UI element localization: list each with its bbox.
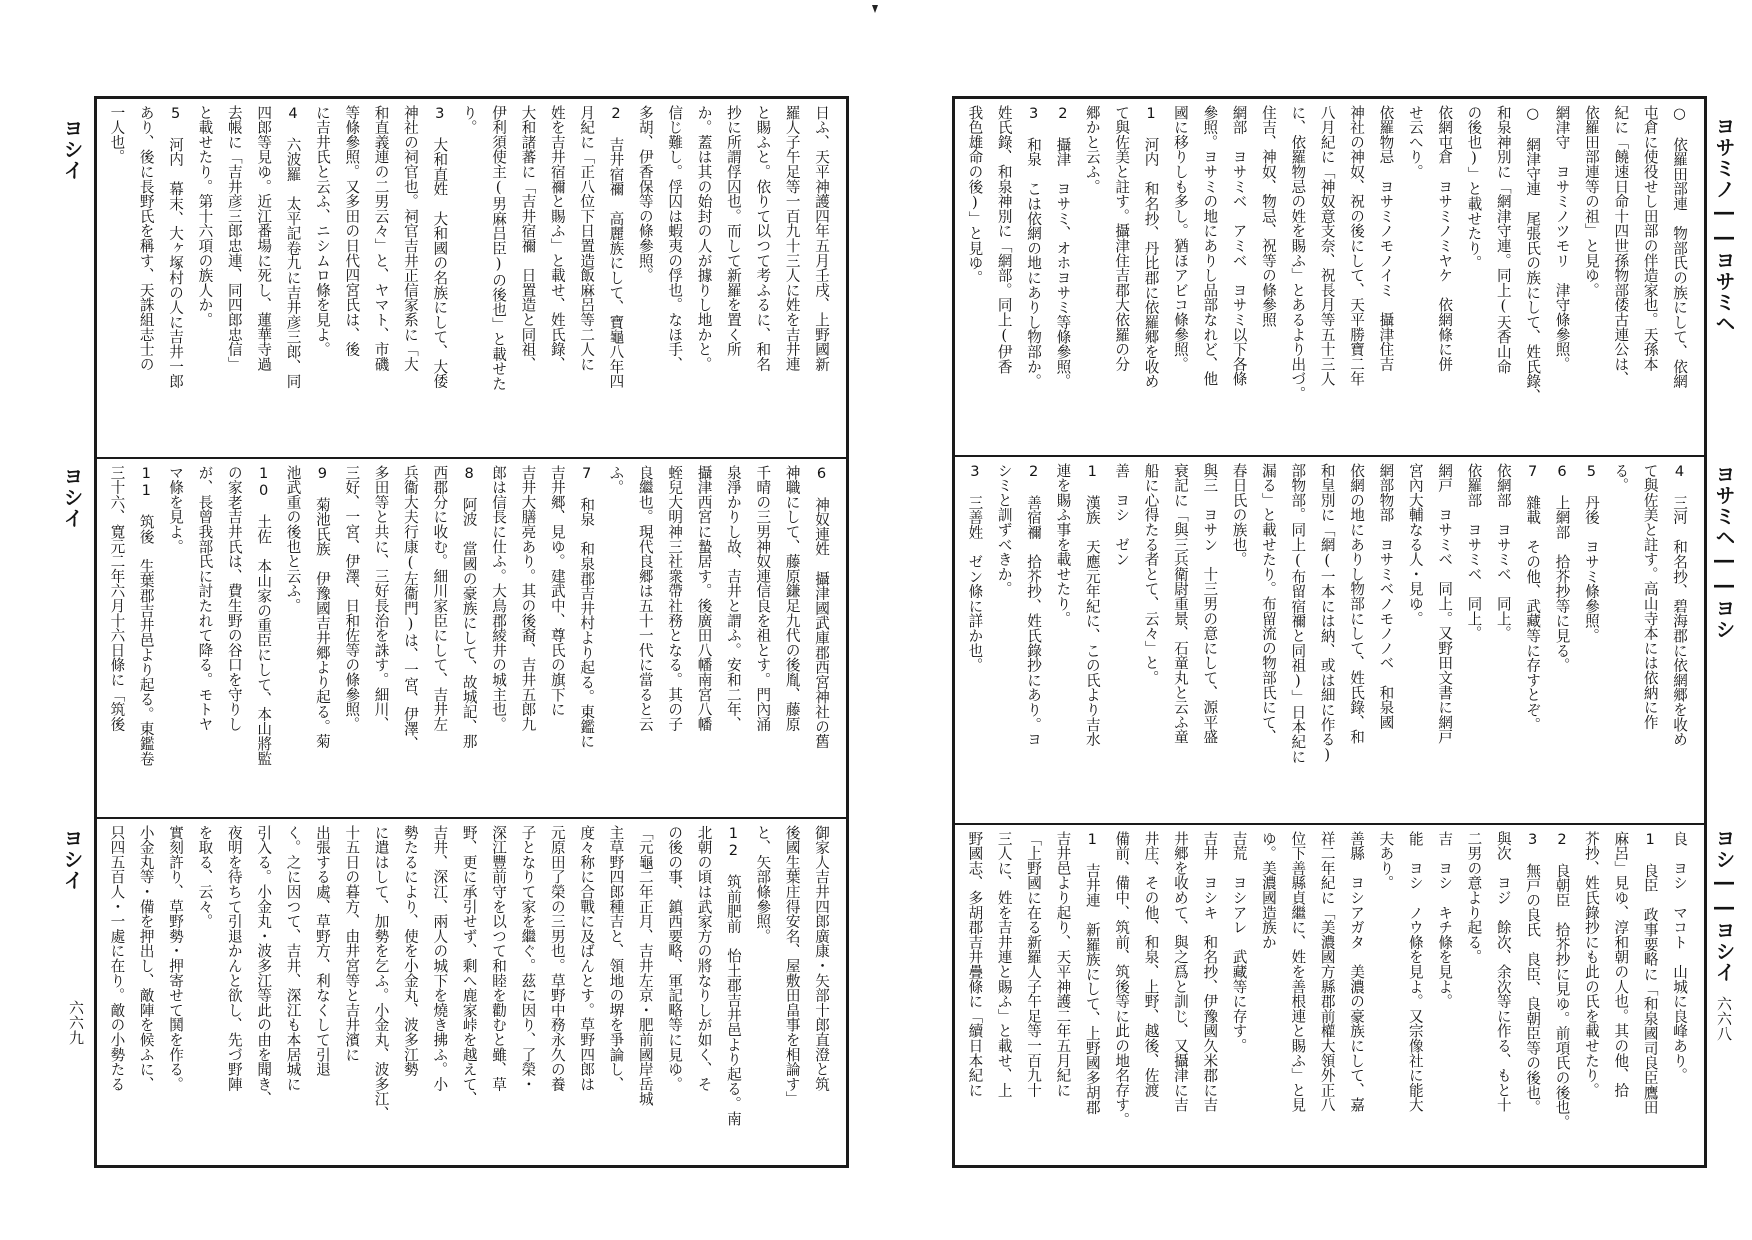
text-column: 引入る。小金丸・波多江等此の由を聞き、 — [255, 825, 273, 1107]
text-column: 網戸 ヨサミベ 同上。又野田文書に網戸 — [1436, 463, 1454, 745]
text-column: 主草野四郎種吉と、領地の堺を爭論し、 — [607, 825, 625, 1092]
right-tier-2 — [955, 455, 1704, 825]
right-running-head-3: ヨシ――ヨシイ — [1712, 828, 1736, 983]
text-column: 5 丹後 ヨサミ條參照。 — [1582, 463, 1600, 643]
text-column: 4 三河 和名抄、碧海郡に依網郷を收め — [1671, 463, 1688, 747]
text-column: 6 神奴連姓 攝津國武庫郡西宮神社の舊 — [813, 465, 830, 749]
text-column: 野國志、多胡郡吉井疊條に「續日本紀に — [966, 831, 984, 1098]
text-column: 4 六波羅 太平記卷九に吉井彦三郎、同 — [284, 105, 302, 389]
text-column: 神社の神奴、祝の後にして、天平勝寶二年 — [1348, 105, 1366, 387]
text-column: 麻呂」見ゆ、淳和朝の人也。其の他、拾 — [1612, 831, 1630, 1098]
text-column: 部物部。同上(布留宿禰と同祖)」日本紀に — [1289, 463, 1307, 764]
text-column: 依網部 ヨサミベ 同上。 — [1494, 463, 1512, 641]
text-column: 蛭兒大明神三社衆帶社務となる。其の子 — [666, 465, 684, 732]
text-column: 5 河内 幕末、大ヶ塚村の人に吉井一郎 — [167, 105, 185, 389]
text-column: 夫あり。 — [1377, 831, 1395, 891]
text-column: 依網の地にありし物部にして、姓氏錄、和 — [1348, 463, 1366, 745]
text-column: 良繼也。現代良郷は五十一代に當ると云 — [636, 465, 654, 732]
left-tier-3 — [97, 817, 846, 1167]
text-column: 屯倉に使役せし田部の伴造家也。天孫本 — [1641, 105, 1659, 372]
text-column: 紀に「饒速日命十四世孫物部倭古連公は、 — [1612, 105, 1630, 387]
text-column: 國に移りしも多し。猶ほアビコ條參照。 — [1171, 105, 1189, 372]
text-column: 與次 ヨジ 餘次、余次等に作る、もと十 — [1494, 831, 1512, 1113]
text-column: 「上野國に在る新羅人子午足等一百九十 — [1025, 831, 1043, 1098]
text-column: 攝津西宮に蟄居す。後廣田八幡南宮八幡 — [695, 465, 713, 732]
text-column: 夜明を待ちて引退かんと欲し、先づ野陣 — [225, 825, 243, 1092]
text-column: と賜ふと。依りて以つて考ふるに、和名 — [754, 105, 772, 372]
text-column: の後也)」と載せたり。 — [1465, 105, 1483, 271]
left-tier-1-columns — [107, 105, 836, 451]
text-column: に吉井氏と云ふ、ニシムロ條を見よ。 — [313, 105, 331, 357]
text-column: り。 — [460, 105, 478, 135]
text-column: 三人に、姓を吉井連と賜ふ」と載せ、上 — [995, 831, 1013, 1098]
text-column: 三好、一宮、伊澤、日和佐等の條參照。 — [343, 465, 361, 732]
text-column: あり、後に長野氏を稱す、天誅組志士の — [137, 105, 155, 372]
text-column: 6 上網部 拾芥抄等に見る。 — [1553, 463, 1571, 673]
text-column: 去帳に「吉井彦三郎忠連、同四郎忠信」 — [225, 105, 243, 372]
text-column: 姓を吉井宿禰と賜ふ」と載せ、姓氏錄、 — [548, 105, 566, 372]
text-column: 11 筑後 生葉郡吉井邑より起る。東鑑卷 — [137, 465, 155, 766]
text-column: 網津守 ヨサミノツモリ 津守條參照。 — [1553, 105, 1571, 372]
text-column: 小金丸等・備を押出し、敵陣を候ふに、 — [137, 825, 155, 1092]
text-column: 三十六、寛元二年六月十六日條に「筑後 — [108, 465, 126, 732]
text-column: 「元龜二年正月、吉井左京・肥前國岸岳城 — [636, 825, 654, 1107]
text-column: 備前、備中、筑前、筑後等に此の地名存す。 — [1113, 831, 1131, 1127]
text-column: 網部 ヨサミベ アミベ ヨサミ以下各條 — [1230, 105, 1248, 387]
text-column: 2 吉井宿禰 高麗族にして、寶龜八年四 — [607, 105, 625, 389]
text-column: 泉淨かりし故、吉井と謂ふ。安和二年、 — [724, 465, 742, 732]
text-column: 7 和泉 和泉郡吉井村より起る。東鑑に — [578, 465, 596, 749]
text-column: 1 河内 和名抄、丹比郡に依羅郷を收め — [1142, 105, 1160, 389]
left-running-head-3: ヨシイ — [60, 828, 84, 891]
text-column: に遣はして、加勢を乞ふ。小金丸、波多江、 — [372, 825, 390, 1121]
text-column: 伊利須使主(男麻吕臣)の後也」と載せた — [490, 105, 508, 391]
text-column: 吉井 ヨシキ 和名抄、伊豫國久米郡に吉 — [1201, 831, 1219, 1113]
text-column: 野、更に承引せず、剩へ鹿家峠を越えて、 — [460, 825, 478, 1107]
text-column: 姓氏錄、和泉神別に「網部。同上(伊香 — [995, 105, 1013, 374]
text-column: 我色雄命の後)」と見ゆ。 — [966, 105, 984, 285]
text-column: 住吉、神奴、物忌、祝等の條參照 — [1259, 105, 1277, 327]
text-column: 吉井邑より起り、天平神護二年五月紀に — [1054, 831, 1072, 1098]
text-column: 只四五百人・一處に在り。敵の小勢たる — [108, 825, 126, 1092]
text-column: 多田等と共に、三好長治を誅す。細川、 — [372, 465, 390, 732]
text-column: 依羅部 ヨサミベ 同上。 — [1465, 463, 1483, 641]
text-column: て與佐美と註す。攝津住吉郡大依羅の分 — [1113, 105, 1131, 372]
text-column: 3 無戸の良氏 良臣、良朝臣等の後也。 — [1524, 831, 1542, 1115]
text-column: 10 土佐 本山家の重臣にして、本山將監 — [255, 465, 273, 766]
text-column: 依羅田部連等の祖」と見ゆ。 — [1582, 105, 1600, 298]
text-column: 子となりて家を繼ぐ。茲に因り、了榮・ — [519, 825, 537, 1092]
text-column: か。蓋は其の始封の人が據りし地かと。 — [695, 105, 713, 372]
text-column: 勢たるにより、使を小金丸、波多江勢 — [401, 825, 419, 1077]
text-column: 吉 ヨシ キチ條を見よ。 — [1436, 831, 1454, 1009]
text-column: 西郡分に收む。細川家臣にして、吉井左 — [431, 465, 449, 732]
text-column: 日ふ、天平神護四年五月壬戌、上野國新 — [813, 105, 830, 372]
text-column: 多胡、伊香保等の條參照。 — [636, 105, 654, 283]
text-column: 3 大和直姓 大和國の名族にして、大倭 — [431, 105, 449, 389]
text-column: 二男の意より起る。 — [1465, 831, 1483, 965]
text-column: 出張する處、草野方、利なくして引退 — [313, 825, 331, 1077]
text-column: 後國生葉庄得安名、屋敷田畠事を相論す」 — [783, 825, 801, 1107]
text-column: 十五日の暮方、由井宮等と吉井濱に — [343, 825, 361, 1062]
text-column: 善縣 ヨシアガタ 美濃の豪族にして、嘉 — [1348, 831, 1366, 1113]
right-tier-1-columns — [965, 105, 1694, 449]
text-column: 郎は信長に仕ふ。大鳥郡綾井の城主也。 — [490, 465, 508, 732]
left-running-head-2: ヨシイ — [60, 466, 84, 529]
right-page-number: 六六八 — [1715, 996, 1733, 1041]
text-column: 8 阿波 當國の豪族にして、故城記、那 — [460, 465, 478, 749]
text-column: 宮內大輔なる人・見ゆ。 — [1406, 463, 1424, 626]
text-column: 春日氏の族也。 — [1230, 463, 1248, 567]
right-page — [952, 96, 1707, 1168]
text-column: 元原田了榮の三男也。草野中務永久の養 — [548, 825, 566, 1092]
text-column: 3 三善姓 ゼン條に詳か也。 — [966, 463, 984, 673]
text-column: ○ 依羅田部連 物部氏の族にして、依網 — [1671, 105, 1688, 389]
text-column: 信じ難し。俘囚は蝦夷の俘也。なほ手、 — [666, 105, 684, 372]
text-column: 大和諸蕃に「吉井宿禰 日置造と同祖、 — [519, 105, 537, 372]
top-margin-mark — [870, 0, 880, 10]
left-tier-2 — [97, 457, 846, 819]
text-column: 船に心得たる者とて、云々」と。 — [1142, 463, 1160, 685]
text-column: 池武重の後也と云ふ。 — [284, 465, 302, 613]
text-column: の後の事、鎮西要略、軍記略等に見ゆ。 — [666, 825, 684, 1092]
text-column: 神職にして、藤原鎌足九代の後胤、藤原 — [783, 465, 801, 732]
text-column: 祥二年紀に「美濃國方縣郡前權大領外正八 — [1318, 831, 1336, 1113]
text-column: 良 ヨシ マコト 山城に良峰あり。 — [1671, 831, 1688, 1083]
text-column: 依羅物忌 ヨサミノモノイミ 攝津住吉 — [1377, 105, 1395, 372]
text-column: 一人也。 — [108, 105, 126, 165]
text-column: 實刻許り、草野勢・押寄せて鬨を作る。 — [167, 825, 185, 1092]
text-column: 兵衞大夫行康(左衞門)は、一宮、伊澤、 — [401, 465, 419, 751]
right-tier-3-columns — [965, 831, 1694, 1161]
text-column: 御家人吉井四郎廣康・矢部十郎直澄と筑 — [813, 825, 830, 1092]
text-column: 1 漢族 天應元年紀に、この氏より吉水 — [1083, 463, 1101, 747]
text-column: 抄に所謂俘囚也。而して新羅を置く所 — [724, 105, 742, 357]
right-tier-2-columns — [965, 463, 1694, 819]
text-column: 2 善宿禰 拾芥抄、姓氏錄抄にあり。ヨ — [1025, 463, 1043, 747]
text-column: 吉井郷、見ゆ。建武中、尊氏の旗下に — [548, 465, 566, 717]
text-column: を取る、云々。 — [196, 825, 214, 929]
text-column: 吉荒 ヨシアレ 武藏等に存す。 — [1230, 831, 1248, 1053]
right-running-head-1: ヨサミノ――ヨサミヘ — [1712, 116, 1736, 334]
text-column: ゆ。美濃國造族か — [1259, 831, 1277, 950]
text-column: 郷かと云ふ。 — [1083, 105, 1101, 194]
text-column: ふ。 — [607, 465, 625, 495]
text-column: と、矢部條參照。 — [754, 825, 772, 944]
left-running-head-1: ヨシイ — [60, 118, 84, 181]
text-column: 連を賜ふ事を載せたり。 — [1054, 463, 1072, 626]
text-column: 1 良臣 政事要略に「和泉國司良臣鷹田 — [1641, 831, 1659, 1115]
text-column: と載せたり。第十六項の族人か。 — [196, 105, 214, 327]
text-column: 與三 ヨサン 十三男の意にして、源平盛 — [1201, 463, 1219, 745]
text-column: 衰記に「與三兵衛尉重景、石童丸と云ふ童 — [1171, 463, 1189, 745]
left-tier-2-columns — [107, 465, 836, 813]
text-column: 9 菊池氏族 伊豫國吉井郷より起る。菊 — [313, 465, 331, 749]
text-column: 和直義連の二男云々」と、ヤマト、市磯 — [372, 105, 390, 372]
text-column: く。之に因つて、吉井、深江も本居城に — [284, 825, 302, 1092]
text-column: 吉井、深江、兩人の城下を燒き拂ふ。小 — [431, 825, 449, 1092]
text-column: に、依羅物忌の姓を賜ふ」とあるより出づ。 — [1289, 105, 1307, 401]
text-column: 北朝の頃は武家方の將なりしが如く、そ — [695, 825, 713, 1092]
text-column: 能 ヨシ ノウ條を見よ。又宗像社に能大 — [1406, 831, 1424, 1113]
left-page-number: 六六九 — [67, 1000, 85, 1045]
text-column: 和泉神別に「網津守連。同上(天香山命 — [1494, 105, 1512, 374]
text-column: 12 筑前肥前 怡土郡吉井邑より起る。南 — [724, 825, 742, 1126]
right-running-head-2: ヨサミヘ――ヨシ — [1712, 464, 1736, 640]
text-column: せ云へり。 — [1406, 105, 1424, 179]
text-column: 八月紀に「神奴意支奈、祝長月等五十三人 — [1318, 105, 1336, 387]
text-column: 2 攝津 ヨサミ、オホヨサミ等條參照。 — [1054, 105, 1072, 389]
text-column: 羅人子午足等一百九十三人に姓を吉井連 — [783, 105, 801, 372]
text-column: 依網屯倉 ヨサミノミヤケ 依網條に併 — [1436, 105, 1454, 372]
left-tier-1 — [97, 99, 846, 457]
text-column: 吉井大膳亮あり。其の後裔、吉井五郎九 — [519, 465, 537, 732]
text-column: マ條を見よ。 — [167, 465, 185, 554]
text-column: 等條參照。又多田の日代四宮氏は、後 — [343, 105, 361, 357]
text-column: 四郎等見ゆ。近江番場に死し、蓮華寺過 — [255, 105, 273, 372]
right-tier-3 — [955, 823, 1704, 1167]
right-tier-1 — [955, 99, 1704, 455]
left-tier-3-columns — [107, 825, 836, 1161]
text-column: 1 吉井連 新羅族にして、上野國多胡郡 — [1083, 831, 1101, 1115]
text-column: 2 良朝臣 拾芥抄に見ゆ。前項氏の後也。 — [1553, 831, 1571, 1130]
text-column: 井庄、その他、和泉、上野、越後、佐渡 — [1142, 831, 1160, 1098]
text-column: て與佐美と註す。高山寺本には依納に作 — [1641, 463, 1659, 730]
text-column: 善 ヨシ ゼン — [1113, 463, 1131, 567]
text-column: が、長曾我部氏に討たれて降る。モトヤ — [196, 465, 214, 732]
text-column: 參照。ヨサミの地にありし品部なれど、他 — [1201, 105, 1219, 387]
text-column: 月紀に「正八位下日置造飯麻呂等二人に — [578, 105, 596, 372]
text-column: 網部物部 ヨサミベノモノノベ 和泉國 — [1377, 463, 1395, 730]
text-column: 位下善縣貞繼に、姓を善根連と賜ふ」と見 — [1289, 831, 1307, 1113]
text-column: シミと訓ずべきか。 — [995, 463, 1013, 597]
text-column: 漏る」と載せたり。布留流の物部氏にて、 — [1259, 463, 1277, 745]
left-page — [94, 96, 849, 1168]
text-column: 深江豐前守を以つて和睦を勸むと雖、草 — [490, 825, 508, 1092]
text-column: る。 — [1612, 463, 1630, 493]
text-column: 7 雜載 その他、武藏等に存すとぞ。 — [1524, 463, 1542, 732]
text-column: 神社の祠官也。祠官吉井正信家系に「大 — [401, 105, 419, 372]
text-column: 千晴の三男神奴連信良を祖とす。門內涌 — [754, 465, 772, 732]
text-column: 和皇別に「網(一本には納、或は細に作る) — [1318, 463, 1336, 764]
text-column: 芥抄、姓氏錄抄にも此の氏を載せたり。 — [1582, 831, 1600, 1098]
text-column: 井郷を收めて、與之爲と訓じ、又攝津に吉 — [1171, 831, 1189, 1113]
text-column: の家老吉井氏は、費生野の谷口を守りし — [225, 465, 243, 732]
text-column: ○ 網津守連 尾張氏の族にして、姓氏錄、 — [1524, 105, 1542, 404]
text-column: 度々称に合戰に及ばんとす。草野四郎は — [578, 825, 596, 1092]
text-column: 3 和泉 こは依網の地にありし物部か。 — [1025, 105, 1043, 389]
